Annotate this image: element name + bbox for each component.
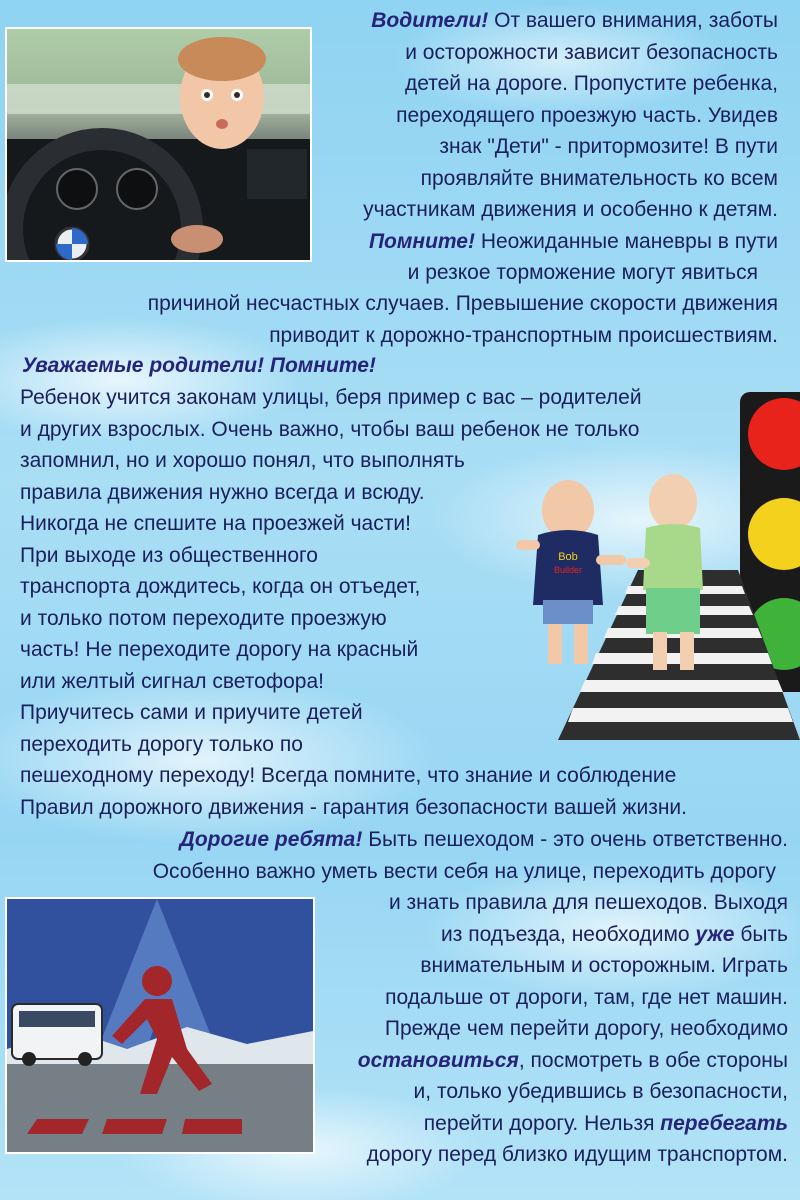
parents-text <box>20 382 687 823</box>
kids-line: Быть пешеходом - это очень ответственно. <box>362 828 788 851</box>
drivers-line: детей на дороге. Пропустите ребенка, <box>405 72 778 95</box>
drivers-line: От вашего внимания, заботы <box>488 9 778 32</box>
parents-line: запомнил, но и хорошо понял, что выполнять <box>20 449 465 472</box>
drivers-line: участникам движения и особенно к детям. <box>363 198 778 221</box>
shirt-text: Bob <box>558 551 578 563</box>
kids-line: , посмотреть в обе стороны <box>518 1048 788 1072</box>
parents-line: Правил дорожного движения - гарантия безопасности вашей жизни. <box>20 795 687 819</box>
drivers-heading: Водители! <box>371 9 489 32</box>
kids-text-top <box>88 824 788 887</box>
kids-heading: Дорогие ребята! <box>179 828 363 851</box>
kids-line: и знать правила для пешеходов. Выходя <box>388 891 788 914</box>
kids-line: внимательным и осторожным. Играть <box>420 954 788 977</box>
parents-line: транспорта дождитесь, когда он отъедет, <box>20 575 421 598</box>
shirt-text: Builder <box>553 565 583 575</box>
drivers-line: переходящего проезжую часть. Увидев <box>396 103 778 127</box>
drivers-text-bottom <box>18 288 778 351</box>
parents-line: или желтый сигнал светофора! <box>20 669 324 693</box>
kids-line: дорогу перед близко идущим транспортом. <box>366 1143 788 1166</box>
kids-line: подальше от дороги, там, где нет машин. <box>385 985 788 1009</box>
drivers-text-top <box>308 5 778 289</box>
parents-line: Приучитесь сами и приучите детей <box>20 701 363 724</box>
remember-label: Помните! <box>368 229 475 253</box>
parents-heading: Уважаемые родители! Помните! <box>22 354 376 377</box>
kids-text-bottom <box>318 887 788 1171</box>
drivers-line: проявляйте внимательность ко всем <box>420 166 778 190</box>
parents-line: Ребенок учится законам улицы, беря пример с вас – родителей <box>20 386 642 409</box>
drivers-line: знак "Дети" - притормозите! В пути <box>439 135 778 158</box>
kids-line: Особенно важно уметь вести себя на улице, переходить дорогу <box>152 859 776 883</box>
parents-heading-block <box>22 350 376 382</box>
drivers-line: приводит к дорожно-транспортным происшествиям. <box>269 323 778 347</box>
steering-wheel-illustration <box>7 29 310 260</box>
kids-emphasis-already: уже <box>695 922 735 946</box>
parents-line: пешеходному переходу! Всегда помните, что знание и соблюдение <box>20 764 677 787</box>
parents-line: часть! Не переходите дорогу на красный <box>20 638 419 661</box>
parents-line: При выходе из общественного <box>20 543 318 567</box>
parents-line: переходить дорогу только по <box>20 732 303 756</box>
drivers-line: и резкое торможение могут явиться <box>407 261 758 284</box>
kids-line: и, только убедившись в безопасности, <box>413 1080 788 1103</box>
kids-emphasis-stop: остановиться <box>357 1048 519 1072</box>
photo-crossing-sign <box>5 897 315 1154</box>
drivers-line: и осторожности зависит безопасность <box>405 40 778 64</box>
kids-emphasis-run: перебегать <box>660 1111 788 1135</box>
kids-line: Прежде чем перейти дорогу, необходимо <box>384 1017 788 1040</box>
parents-line: и других взрослых. Очень важно, чтобы ваш ребенок не только <box>20 417 640 441</box>
photo-child-driver <box>5 27 312 262</box>
drivers-line: Неожиданные маневры в пути <box>474 229 778 253</box>
kids-line: из подъезда, необходимо <box>441 922 696 946</box>
parents-line: Никогда не спешите на проезжей части! <box>20 512 411 535</box>
pedestrian-sign-illustration <box>7 899 313 1152</box>
parents-line: и только потом переходите проезжую <box>20 606 387 630</box>
parents-line: правила движения нужно всегда и всюду. <box>20 480 425 504</box>
kids-line: быть <box>734 922 788 946</box>
drivers-line: причиной несчастных случаев. Превышение скорости движения <box>147 292 778 315</box>
kids-line: перейти дорогу. Нельзя <box>423 1111 661 1135</box>
